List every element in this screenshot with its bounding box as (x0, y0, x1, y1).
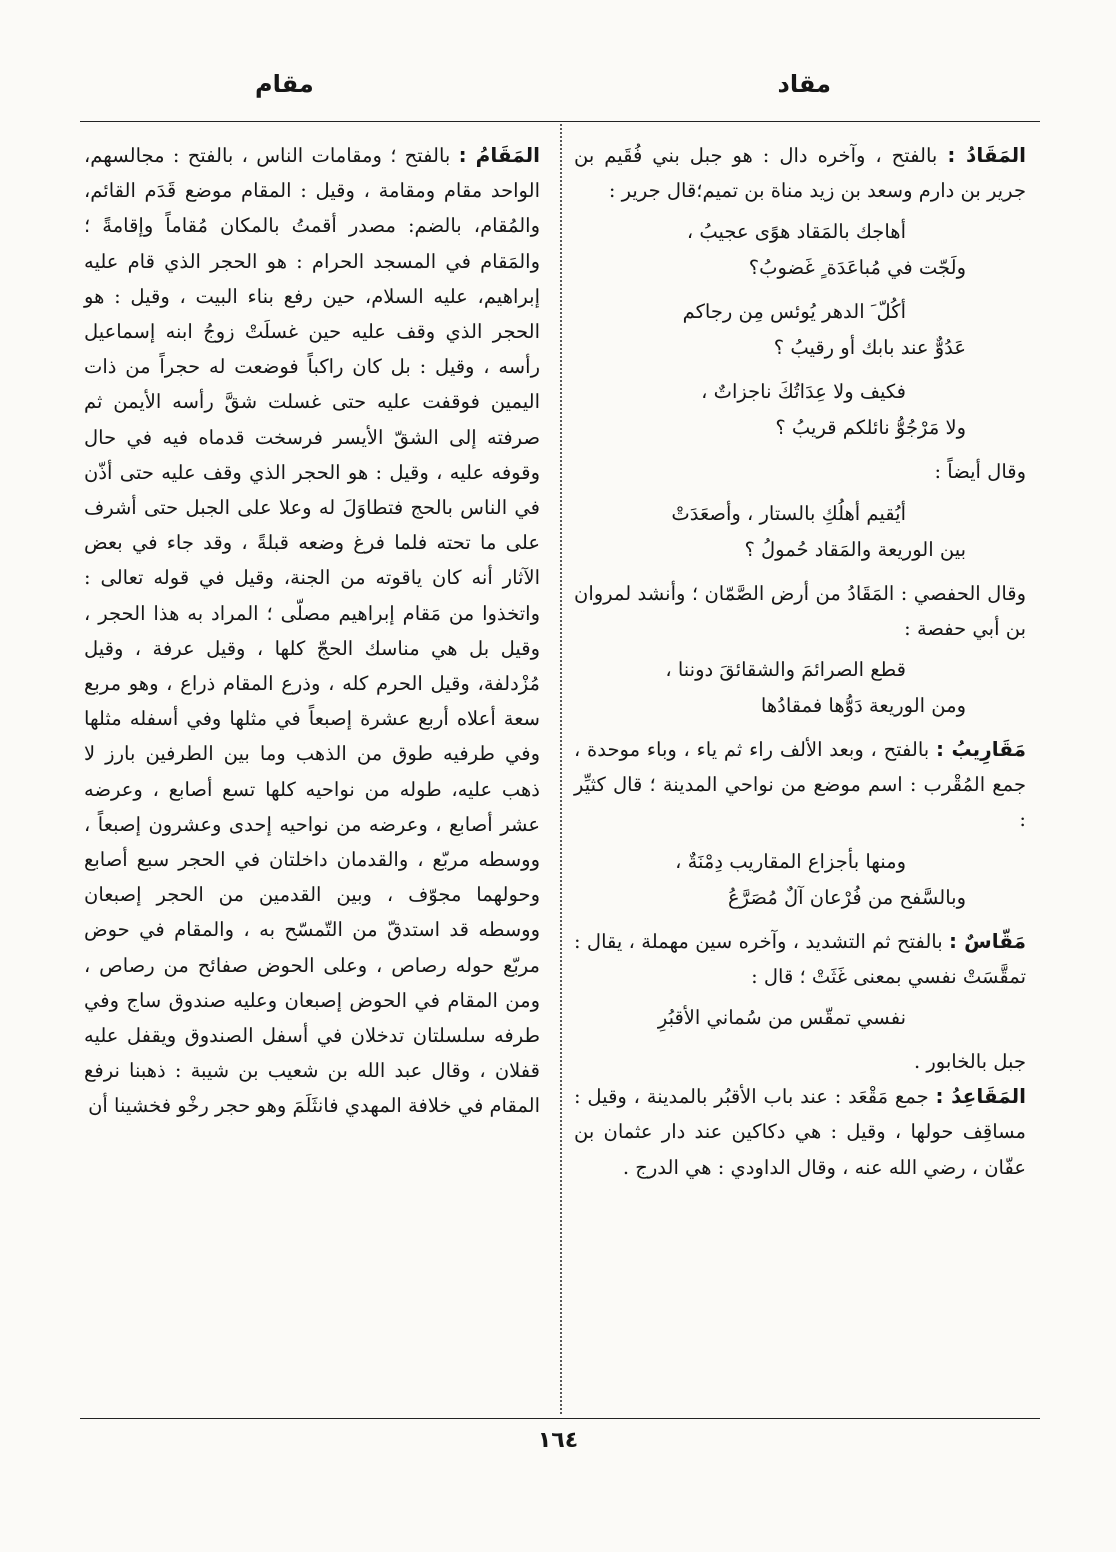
verse-line: أهاجك بالمَقاد هوًى عجيبُ ، (686, 220, 906, 244)
verse (574, 214, 1026, 286)
page-number: ١٦٤ (537, 1428, 579, 1453)
verse (574, 844, 1026, 916)
entry-text: بالفتح ، وبعد الألف راء ثم ياء ، وباء موحدة ، جمع المُقْرب : اسم موضع من نواحي المدينة ؛ قال كثيِّر : (574, 738, 1026, 832)
verse (574, 496, 1026, 568)
headword-maqad: المَقَادُ : (947, 143, 1027, 167)
verse-line: ولا مَرْجُوُّ نائلكم قريبُ ؟ (775, 416, 966, 440)
right-column (574, 138, 1026, 1185)
page-header-left: مقام (255, 70, 314, 98)
verse (574, 294, 1026, 366)
verse (574, 374, 1026, 446)
entry-maqad (574, 138, 1026, 208)
headword-maqaid: المَقَاعِدُ : (935, 1084, 1026, 1109)
entry-text: جبل بالخابور . (913, 1050, 1026, 1074)
verse-line: عَدُوٌّ عند بابك أو رقيبُ ؟ (773, 336, 966, 360)
entry-text: وقال أيضاً : (934, 460, 1026, 484)
entry-text: جمع مَقْعَد : عند باب الأقبُر بالمدينة ، وقيل : مساقِف حولها ، وقيل : هي دكاكين عند دار عثمان بن عفّان ، رضي الله عنه ، وقال الداودي : هي الدرج . (574, 1085, 1026, 1179)
headword-maqqas: مَقّاسٌ : (949, 928, 1026, 953)
entry-text: بالفتح ثم التشديد ، وآخره سين مهملة ، يقال : تمقَّسَتْ نفسي بمعنى غَثَتْ ؛ قال : (574, 929, 1026, 988)
footer-rule (80, 1418, 1040, 1419)
verse-line: ومن الوريعة دَوُّها فمقادُها (760, 694, 966, 718)
verse (574, 652, 1026, 724)
entry-maqqas (574, 924, 1026, 994)
verse-line: نفسي تمقّس من سُماني الأقبُرِ (657, 1006, 906, 1030)
headword-maqarib: مَقَارِيبُ : (935, 737, 1026, 762)
entry-text: بالفتح ؛ ومقامات الناس ، بالفتح : مجالسهم، الواحد مقام ومقامة ، وقيل : المقام موضع قَدَم القائم، والمُقام، بالضم: مصدر أقمتُ بالمكان مُقاماً وإقامةً ؛ والمَقام في المسجد الحرام : هو الحجر الذي قام عليه إبراهيم، عليه السلام، حين رفع بناء البيت ، وقيل : هو الحجر الذي وقف عليه حين غسلَتْ زوجُ ابنه إسماعيل رأسه ، وقيل : بل كان راكباً فوضعت له حجراً من ذات اليمين فوقفت عليه حتى غسلت شقَّ رأسه الأيمن ثم صرفته إلى الشقّ الأيسر فرسخت قدماه فيه في حال وقوفه عليه ، وقيل : هو الحجر الذي وقف عليه حتى أذّن في الناس بالحج فتطاوَلَ له وعلا على الجبل حتى أشرف على ما تحته فلما فرغ وضعه قبلةً ، وقد جاء في بعض الآثار أنه كان ياقوته من الجنة، وقيل في قوله تعالى : واتخذوا من مَقام إبراهيم مصلّى ؛ المراد به هذا الحجر ، وقيل بل هي مناسك الحجّ كلها ، وقيل عرفة ، وقيل مُزْدلفة، وقيل الحرم كله ، وذرع المقام ذراع ، وهو مربع سعة أعلاه أربع عشرة إصبعاً في مثلها وفي أسفله مثلها وفي طرفيه طوق من الذهب وما بين الطرفين بارز لا ذهب عليه، طوله من نواحيه كلها تسع أصابع ، وعرضه عشر أصابع ، وعرضه من نواحيه إحدى وعشرون إصبعاً ، ووسطه مربّع ، والقدمان داخلتان في الحجر سبع أصابع وحولهما مجوّف ، وبين القدمين من الحجر إصبعان ووسطه قد استدقّ من التّمسّح به ، والمقام في حوض مربّع حوله رصاص ، وعلى الحوض صفائح من رصاص ، ومن المقام في الحوض إصبعان وعليه صندوق ساج وفي طرفه سلسلتان تدخلان في أسفل الصندوق ويقفل عليه قفلان ، وقال عبد الله بن شعيب بن شيبة : ذهبنا نرفع المقام في خلافة المهدي فانثَلَمَ وهو حجر رخْو فخشينا أن (84, 144, 540, 1118)
entry-maqaid (574, 1079, 1026, 1185)
header-rule (80, 121, 1040, 122)
entry-maqarib (574, 732, 1026, 838)
verse-line: ولَجّت في مُباعَدَة ٍ غَضوبُ؟ (748, 256, 966, 280)
entry-text: وقال الحفصي : المَقَادُ من أرض الصَّمّان ؛ وأنشد لمروان بن أبي حفصة : (574, 581, 1026, 640)
left-column (84, 138, 540, 1124)
verse-line: أكُلّ َ الدهر يُوئس مِن رجاكم (682, 300, 906, 324)
verse-line: قطع الصرائمَ والشقائقَ دوننا ، (665, 658, 906, 682)
headword-maqam: المَقَامُ : (458, 143, 541, 167)
page-header-right: مقاد (777, 70, 831, 98)
verse-line: ومنها بأجزاع المقاريب دِمْنَةٌ ، (675, 849, 906, 873)
verse-line: فكيف ولا عِدَاتُكَ ناجزاتٌ ، (701, 380, 906, 404)
verse-line: بين الوريعة والمَقاد حُمولُ ؟ (744, 537, 966, 561)
column-divider (560, 124, 562, 1414)
entry-text: بالفتح ، وآخره دال : هو جبل بني فُقَيم بن جرير بن دارم وسعد بن زيد مناة بن تميم؛قال جرير : (574, 144, 1026, 203)
entry-maqam (84, 138, 540, 1124)
verse-line: أيُقيم أهلُكِ بالستار ، وأصعَدَتْ (671, 501, 906, 525)
verse (574, 1000, 1026, 1036)
verse-line: وبالسَّفح من فُرْعان آلٌ مُصَرَّعُ (728, 885, 966, 909)
